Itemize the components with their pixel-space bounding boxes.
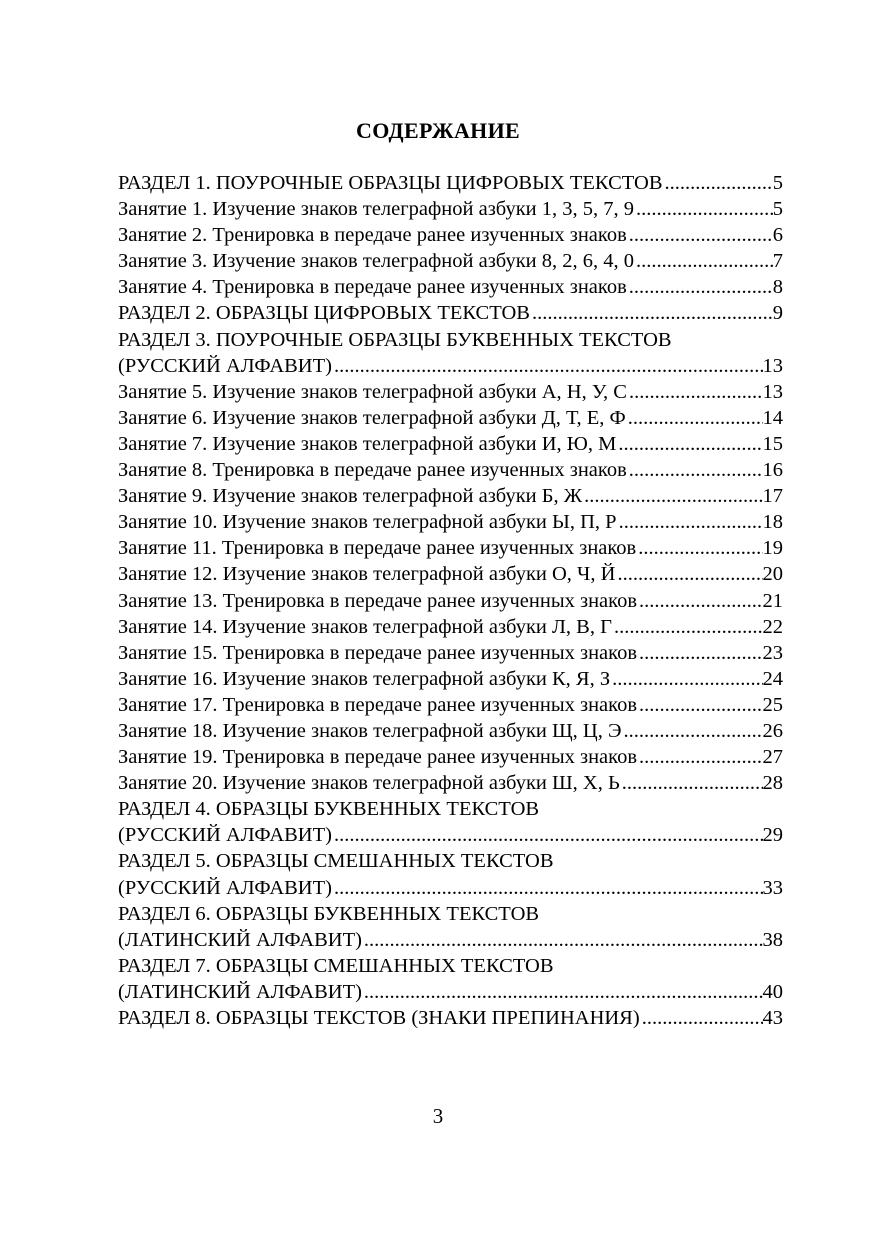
dot-leader — [637, 744, 763, 770]
toc-entry-label: Занятие 18. Изучение знаков телеграфной азбуки Щ, Ц, Э — [118, 719, 622, 742]
toc-entry-page-number: 28 — [762, 772, 783, 795]
toc-entry[interactable] — [118, 718, 783, 744]
dot-leader — [362, 927, 763, 953]
toc-entry[interactable] — [118, 666, 783, 692]
dot-leader — [626, 405, 763, 431]
toc-entry-label: (РУССКИЙ АЛФАВИТ) — [118, 876, 332, 899]
toc-entry-label: Занятие 19. Тренировка в передаче ранее изученных знаков — [118, 746, 637, 769]
toc-entry-page-number: 29 — [762, 824, 783, 847]
toc-entry-label: РАЗДЕЛ 8. ОБРАЗЦЫ ТЕКСТОВ (ЗНАКИ ПРЕПИНАНИЯ) — [118, 1007, 640, 1029]
dot-leader — [634, 248, 773, 274]
toc-entry-label: РАЗДЕЛ 1. ПОУРОЧНЫЕ ОБРАЗЦЫ ЦИФРОВЫХ ТЕКСТОВ — [118, 172, 663, 194]
toc-entry[interactable] — [118, 170, 783, 196]
toc-entry[interactable] — [118, 770, 783, 796]
toc-entry-page-number: 40 — [762, 980, 783, 1003]
toc-entry-label: Занятие 11. Тренировка в передаче ранее изученных знаков — [118, 537, 637, 560]
toc-entry-label: Занятие 15. Тренировка в передаче ранее изученных знаков — [118, 641, 637, 664]
toc-entry-label: Занятие 20. Изучение знаков телеграфной азбуки Ш, Х, Ь — [118, 772, 620, 795]
toc-entry[interactable] — [118, 1005, 783, 1031]
toc-entry-label: Занятие 7. Изучение знаков телеграфной азбуки И, Ю, М — [118, 432, 617, 455]
toc-entry[interactable] — [118, 614, 783, 640]
toc-entry-page-number: 21 — [762, 589, 783, 612]
toc-entry-label: Занятие 12. Изучение знаков телеграфной азбуки О, Ч, Й — [118, 563, 616, 586]
dot-leader — [636, 535, 762, 561]
toc-entry-page-number: 26 — [762, 719, 783, 742]
dot-leader — [362, 979, 763, 1005]
toc-entry-page-number: 8 — [772, 276, 783, 299]
toc-entry-page-number: 19 — [762, 537, 783, 560]
toc-entry-label: Занятие 1. Изучение знаков телеграфной азбуки 1, 3, 5, 7, 9 — [118, 198, 635, 221]
dot-leader — [637, 640, 763, 666]
dot-leader — [332, 822, 763, 848]
dot-leader — [627, 274, 773, 300]
dot-leader — [582, 483, 762, 509]
dot-leader — [530, 300, 773, 326]
toc-entry-page-number: 43 — [762, 1007, 783, 1029]
toc-entry-label: Занятие 6. Изучение знаков телеграфной азбуки Д, Т, Е, Ф — [118, 406, 626, 429]
toc-entry[interactable] — [118, 744, 783, 770]
dot-leader — [640, 1005, 763, 1031]
toc-entry[interactable] — [118, 248, 783, 274]
toc-entry-label: Занятие 9. Изучение знаков телеграфной азбуки Б, Ж — [118, 485, 583, 508]
toc-entry[interactable] — [118, 405, 783, 431]
dot-leader — [332, 353, 763, 379]
dot-leader — [663, 170, 773, 196]
toc-entry-label: (РУССКИЙ АЛФАВИТ) — [118, 824, 332, 847]
toc-entry-page-number: 14 — [762, 406, 783, 429]
dot-leader — [634, 196, 773, 222]
toc-entry-heading-line: РАЗДЕЛ 5. ОБРАЗЦЫ СМЕШАННЫХ ТЕКСТОВ — [118, 850, 554, 873]
table-of-contents — [118, 170, 783, 1031]
page-title: СОДЕРЖАНИЕ — [356, 118, 520, 143]
toc-entry-heading-line: РАЗДЕЛ 4. ОБРАЗЦЫ БУКВЕННЫХ ТЕКСТОВ — [118, 798, 540, 821]
toc-entry-label: Занятие 3. Изучение знаков телеграфной азбуки 8, 2, 6, 4, 0 — [118, 250, 635, 273]
dot-leader — [620, 770, 763, 796]
toc-entry-label: Занятие 8. Тренировка в передаче ранее изученных знаков — [118, 459, 627, 482]
toc-entry[interactable] — [118, 509, 783, 535]
toc-entry-page-number: 5 — [772, 172, 783, 194]
dot-leader — [612, 614, 763, 640]
dot-leader — [616, 431, 762, 457]
toc-entry-page-number: 27 — [762, 746, 783, 769]
dot-leader — [332, 875, 763, 901]
toc-entry-label: Занятие 16. Изучение знаков телеграфной азбуки К, Я, З — [118, 667, 611, 690]
dot-leader — [610, 666, 762, 692]
toc-entry[interactable] — [118, 561, 783, 587]
toc-entry-label: РАЗДЕЛ 2. ОБРАЗЦЫ ЦИФРОВЫХ ТЕКСТОВ — [118, 302, 530, 325]
toc-entry-page-number: 5 — [772, 198, 783, 221]
dot-leader — [637, 588, 763, 614]
toc-entry[interactable] — [118, 483, 783, 509]
toc-entry-label: (РУССКИЙ АЛФАВИТ) — [118, 354, 332, 377]
toc-entry-label: Занятие 14. Изучение знаков телеграфной азбуки Л, В, Г — [118, 615, 612, 638]
toc-entry-page-number: 33 — [762, 876, 783, 899]
toc-entry[interactable] — [118, 300, 783, 326]
toc-entry[interactable] — [118, 640, 783, 666]
toc-entry-label: Занятие 4. Тренировка в передаче ранее изученных знаков — [118, 276, 627, 299]
toc-entry-page-number: 16 — [762, 459, 783, 482]
toc-entry-page-number: 23 — [762, 641, 783, 664]
toc-entry[interactable] — [118, 196, 783, 222]
toc-entry-page-number: 17 — [762, 485, 783, 508]
dot-leader — [627, 379, 763, 405]
toc-entry-page-number: 25 — [762, 693, 783, 716]
toc-entry-label: (ЛАТИНСКИЙ АЛФАВИТ) — [118, 980, 362, 1003]
toc-entry[interactable] — [118, 457, 783, 483]
toc-entry[interactable] — [118, 353, 783, 379]
page-number: 3 — [432, 1104, 444, 1128]
toc-entry[interactable] — [118, 379, 783, 405]
toc-entry-page-number: 20 — [762, 563, 783, 586]
toc-entry[interactable] — [118, 822, 783, 848]
toc-entry[interactable] — [118, 692, 783, 718]
toc-entry[interactable] — [118, 927, 783, 953]
toc-entry-label: Занятие 2. Тренировка в передаче ранее изученных знаков — [118, 224, 627, 247]
toc-entry-page-number: 22 — [762, 615, 783, 638]
toc-entry-label: Занятие 5. Изучение знаков телеграфной азбуки А, Н, У, С — [118, 380, 627, 403]
dot-leader — [617, 509, 763, 535]
toc-entry-page-number: 6 — [772, 224, 783, 247]
toc-entry-page-number: 18 — [762, 511, 783, 534]
dot-leader — [615, 561, 762, 587]
toc-entry-page-number: 15 — [762, 432, 783, 455]
dot-leader — [622, 718, 763, 744]
toc-entry-heading-line: РАЗДЕЛ 3. ПОУРОЧНЫЕ ОБРАЗЦЫ БУКВЕННЫХ ТЕКСТОВ — [118, 328, 672, 351]
toc-entry[interactable] — [118, 274, 783, 300]
dot-leader — [627, 222, 773, 248]
toc-entry-page-number: 9 — [772, 302, 783, 325]
toc-entry-label: Занятие 10. Изучение знаков телеграфной азбуки Ы, П, Р — [118, 511, 617, 534]
toc-entry-heading-line: РАЗДЕЛ 6. ОБРАЗЦЫ БУКВЕННЫХ ТЕКСТОВ — [118, 902, 540, 925]
toc-entry-label: (ЛАТИНСКИЙ АЛФАВИТ) — [118, 928, 362, 951]
dot-leader — [627, 457, 763, 483]
toc-entry[interactable] — [118, 979, 783, 1005]
toc-entry-page-number: 13 — [762, 380, 783, 403]
toc-entry-heading-line: РАЗДЕЛ 7. ОБРАЗЦЫ СМЕШАННЫХ ТЕКСТОВ — [118, 954, 554, 977]
toc-entry[interactable] — [118, 588, 783, 614]
toc-entry-page-number: 7 — [772, 250, 783, 273]
toc-entry[interactable] — [118, 431, 783, 457]
toc-entry-page-number: 38 — [762, 928, 783, 951]
toc-entry-page-number: 24 — [762, 667, 783, 690]
toc-entry-page-number: 13 — [762, 354, 783, 377]
toc-entry-label: Занятие 17. Тренировка в передаче ранее изученных знаков — [118, 693, 637, 716]
toc-entry[interactable] — [118, 222, 783, 248]
toc-entry-label: Занятие 13. Тренировка в передаче ранее изученных знаков — [118, 589, 637, 612]
toc-entry[interactable] — [118, 875, 783, 901]
toc-entry[interactable] — [118, 535, 783, 561]
dot-leader — [637, 692, 763, 718]
